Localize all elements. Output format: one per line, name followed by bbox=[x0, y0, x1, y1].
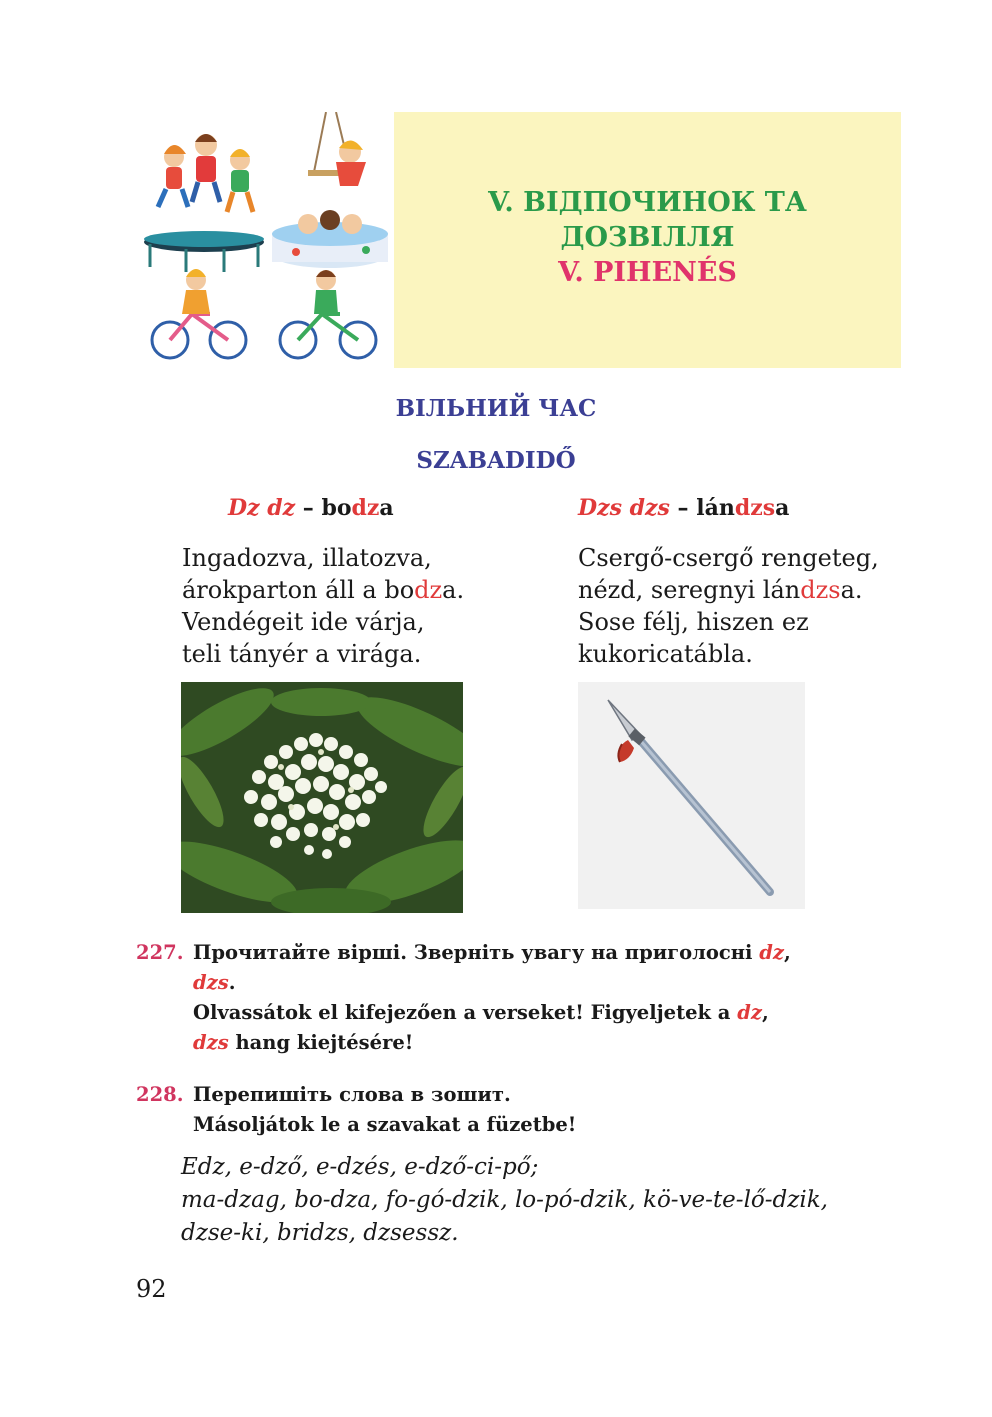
task-number: 228. bbox=[136, 1083, 184, 1106]
dzs-word-highlight: dzs bbox=[734, 495, 776, 521]
poem-line: Csergő-csergő rengeteg, bbox=[578, 544, 879, 572]
task-number: 227. bbox=[136, 941, 184, 964]
dzs-heading bbox=[578, 495, 789, 521]
task-punct: . bbox=[228, 971, 236, 994]
section-title-hu: SZABADIDŐ bbox=[416, 447, 576, 474]
task-text: Olvassátok el kifejezően a verseket! Figyeljetek a bbox=[193, 1001, 738, 1024]
poem-line: kukoricatábla. bbox=[578, 640, 753, 668]
dz-word-post: a bbox=[379, 495, 394, 521]
word-list-line: dzse-ki, bridzs, dzsessz. bbox=[181, 1220, 459, 1246]
word-list bbox=[181, 1151, 828, 1250]
elderflower-photo bbox=[181, 682, 463, 913]
chapter-title-ua-line1: V. ВІДПОЧИНОК ТА bbox=[488, 187, 807, 218]
chapter-title-ua-line2: ДОЗВІЛЛЯ bbox=[560, 222, 735, 253]
children-activities-illustration bbox=[136, 112, 394, 368]
dzs-letters: Dzs dzs bbox=[578, 495, 670, 521]
poem-line: Vendégeit ide várja, bbox=[182, 608, 425, 636]
task-text: Прочитайте вірші. Зверніть увагу на приголосні bbox=[193, 941, 760, 964]
poem-line: teli tányér a virága. bbox=[182, 640, 422, 668]
poem-line-post: a. bbox=[442, 576, 465, 604]
poem-line-post: a. bbox=[840, 576, 863, 604]
poem-line-pre: nézd, seregnyi lán bbox=[578, 576, 801, 604]
chapter-title-hu: V. PIHENÉS bbox=[558, 257, 737, 288]
task-letter-dzs: dzs bbox=[193, 971, 229, 994]
bodza-poem bbox=[182, 542, 464, 670]
chapter-illustration bbox=[136, 112, 394, 368]
task-letter-dzs: dzs bbox=[193, 1031, 229, 1054]
dzs-word-post: a bbox=[775, 495, 790, 521]
task-letter-dz: dz bbox=[759, 941, 784, 964]
spear-photo bbox=[578, 682, 805, 909]
landzsa-poem bbox=[578, 542, 879, 670]
task-text: hang kiejtésére! bbox=[228, 1031, 414, 1054]
bicycle-boy-icon bbox=[280, 270, 376, 358]
page-number: 92 bbox=[136, 1275, 167, 1303]
word-list-line: ma-dzag, bo-dza, fo-gó-dzik, lo-pó-dzik, kö-ve-te-lő-dzik, bbox=[181, 1187, 828, 1213]
task-punct: , bbox=[783, 941, 791, 964]
poem-line bbox=[182, 574, 464, 606]
dz-word-pre: bo bbox=[321, 495, 352, 521]
task-body bbox=[193, 938, 883, 1058]
task-letter-dz: dz bbox=[737, 1001, 762, 1024]
word-list-line: Edz, e-dző, e-dzés, e-dző-ci-pő; bbox=[181, 1154, 539, 1180]
dz-heading bbox=[228, 495, 394, 521]
pool-icon bbox=[272, 210, 388, 268]
poem-line-pre: árokparton áll a bo bbox=[182, 576, 415, 604]
jumping-kids-icon bbox=[158, 134, 253, 212]
trampoline-icon bbox=[144, 231, 264, 272]
poem-line-highlight: dzs bbox=[800, 576, 841, 604]
poem-line bbox=[578, 574, 879, 606]
swing-icon bbox=[308, 112, 366, 186]
dz-dash: – bbox=[295, 495, 322, 521]
task-body bbox=[193, 1080, 883, 1140]
task-instruction-hu bbox=[193, 998, 883, 1058]
task-punct: , bbox=[761, 1001, 769, 1024]
poem-line: Ingadozva, illatozva, bbox=[182, 544, 432, 572]
section-title-ua: ВІЛЬНИЙ ЧАС bbox=[395, 395, 597, 422]
chapter-title bbox=[394, 185, 901, 290]
dzs-word-pre: lán bbox=[696, 495, 735, 521]
poem-line: Sose félj, hiszen ez bbox=[578, 608, 809, 636]
task-instruction-hu: Másoljátok le a szavakat a füzetbe! bbox=[193, 1113, 577, 1136]
dz-word-highlight: dz bbox=[351, 495, 380, 521]
task-instruction-ua: Перепишіть слова в зошит. bbox=[193, 1083, 511, 1106]
dz-letters: Dz dz bbox=[228, 495, 296, 521]
poem-line-highlight: dz bbox=[414, 576, 443, 604]
task-instruction-ua bbox=[193, 938, 883, 998]
dzs-dash: – bbox=[669, 495, 697, 521]
bicycle-girl-icon bbox=[152, 269, 246, 358]
